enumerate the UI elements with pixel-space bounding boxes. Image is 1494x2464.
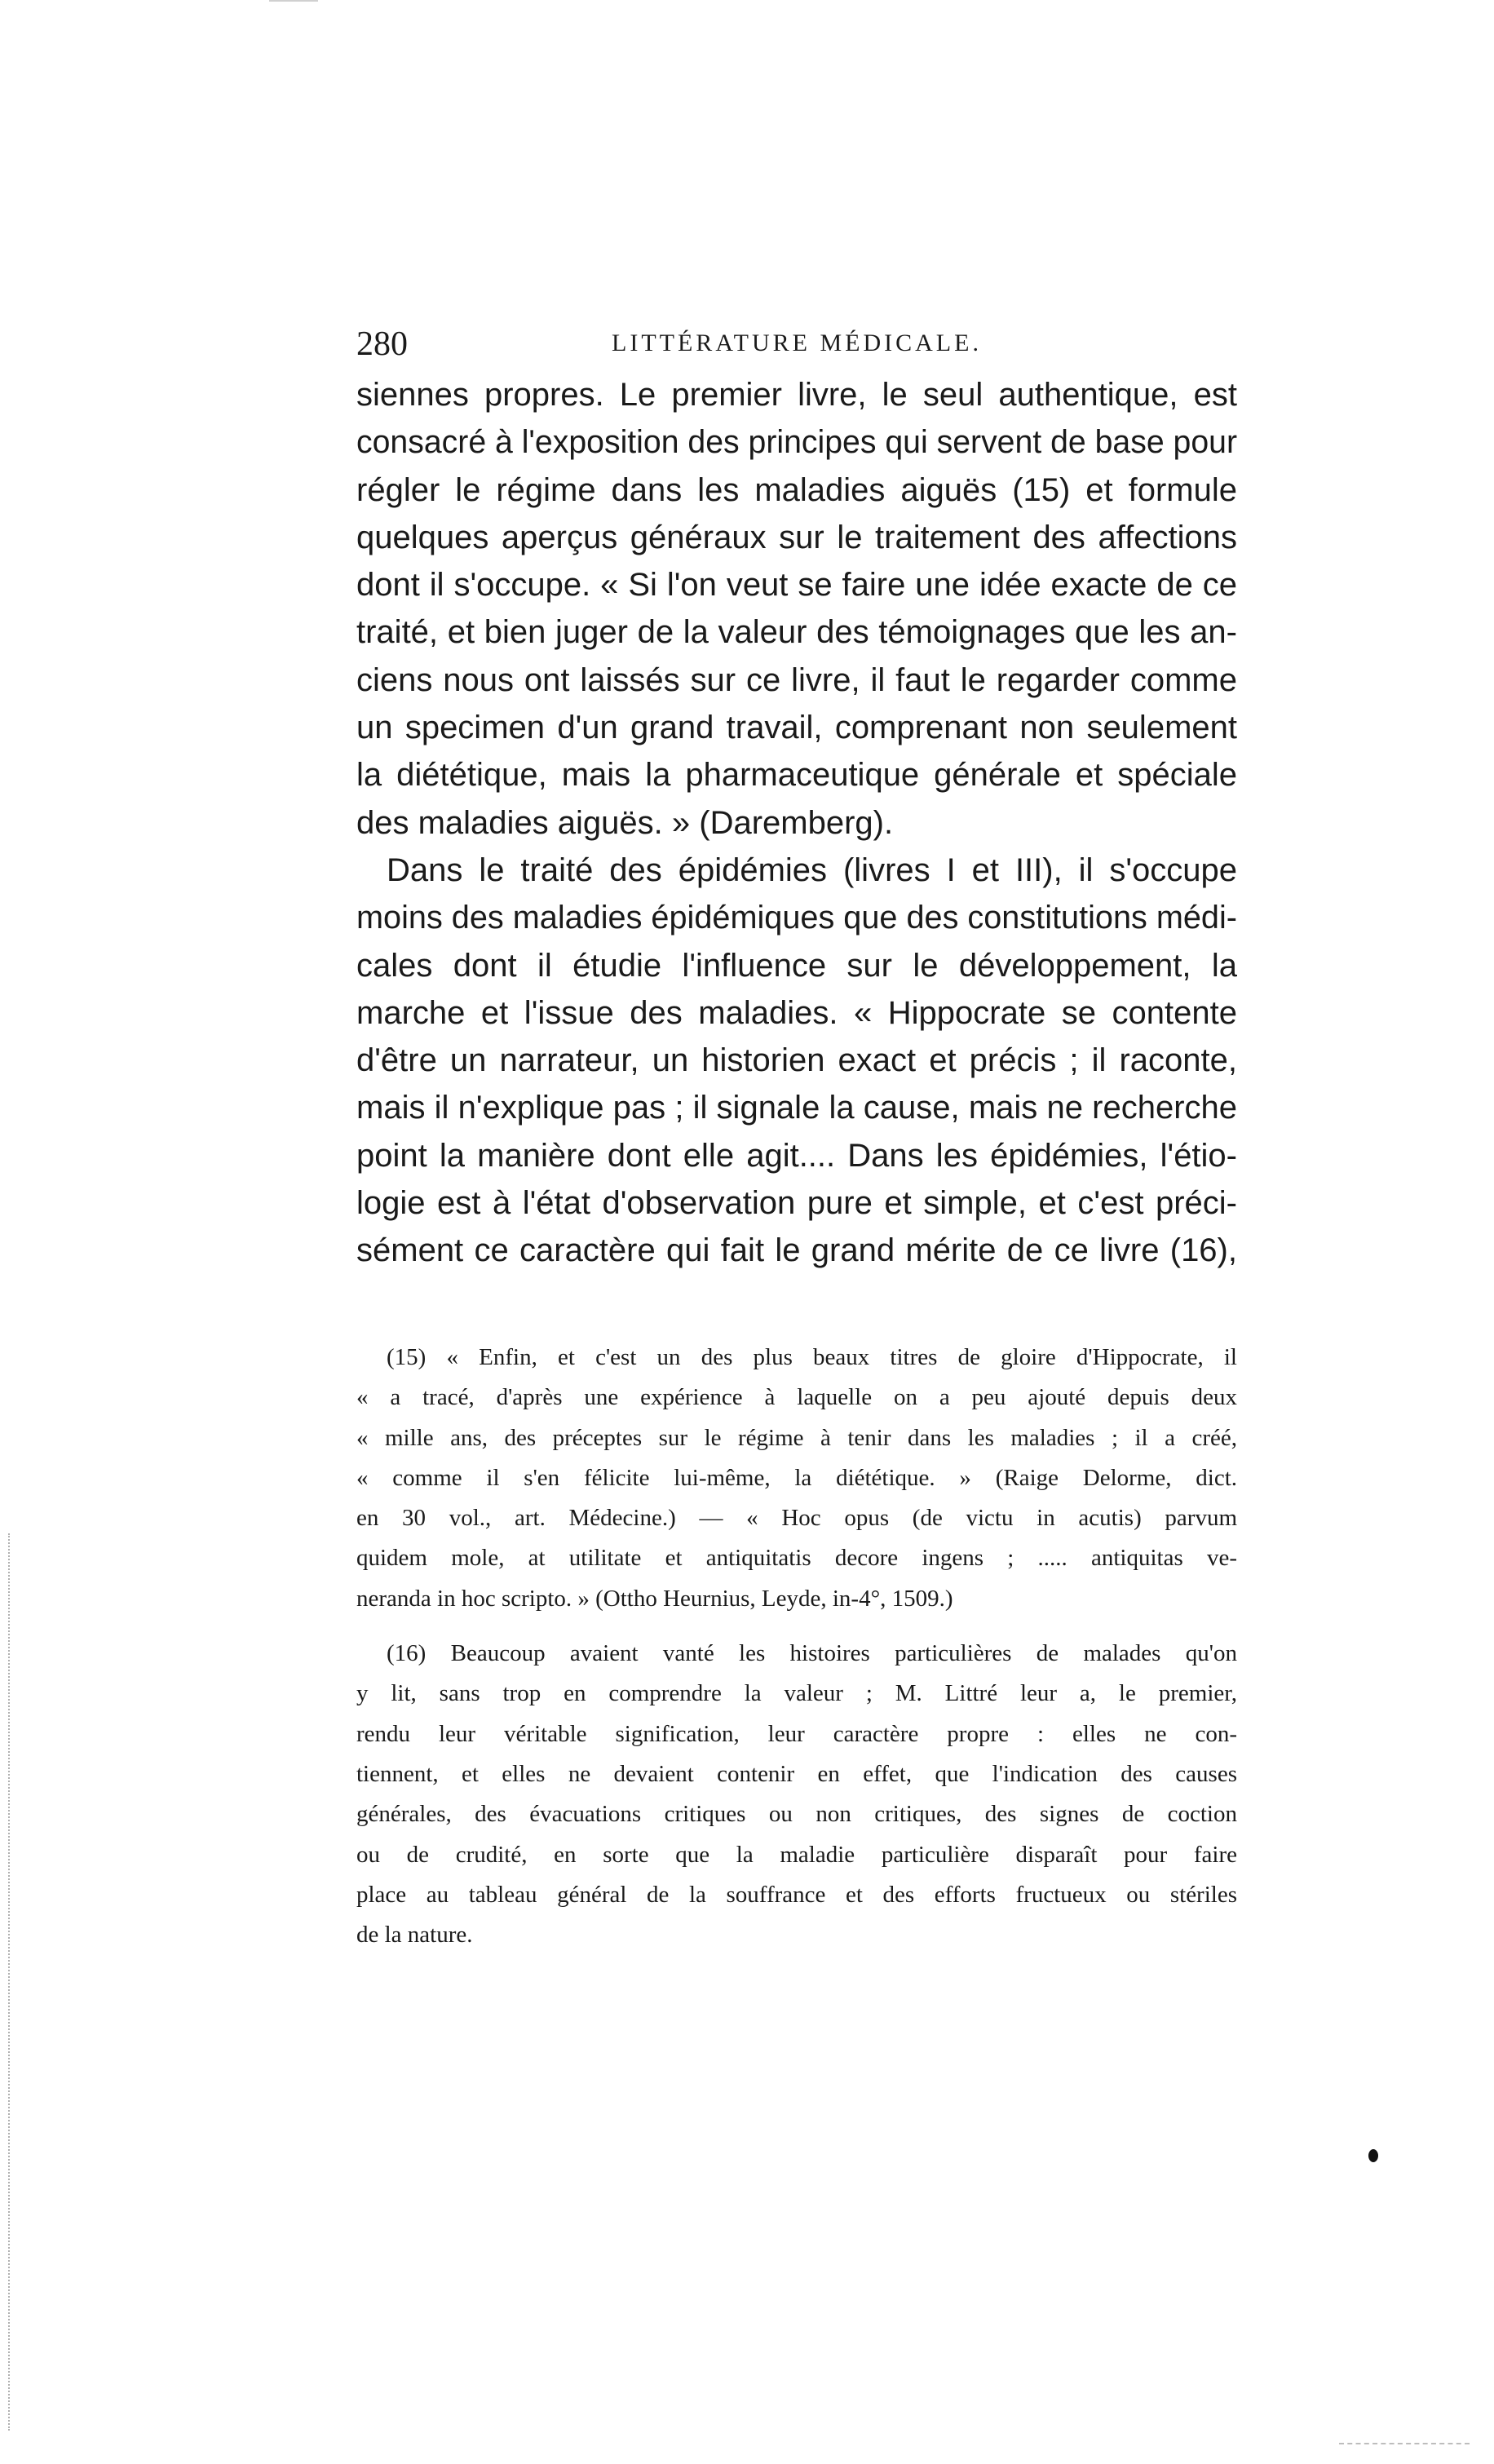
running-head	[356, 325, 1237, 374]
running-title: LITTÉRATURE MÉDICALE.	[612, 330, 982, 356]
text-line: mais il n'explique pas ; il signale la cause, mais ne recherche	[356, 1090, 1237, 1126]
footnote-line: y lit, sans trop en comprendre la valeur ; M. Littré leur a, le premier,	[356, 1680, 1237, 1707]
footnote-line: générales, des évacuations critiques ou non critiques, des signes de coction	[356, 1801, 1237, 1828]
footnote-line: ou de crudité, en sorte que la maladie particulière disparaît pour faire	[356, 1841, 1237, 1868]
text-line: logie est à l'état d'observation pure et simple, et c'est préci-	[356, 1185, 1237, 1222]
footnote-line: neranda in hoc scripto. » (Ottho Heurnius, Leyde, in-4°, 1509.)	[356, 1585, 953, 1612]
footnote-line: « comme il s'en félicite lui-même, la diététique. » (Raige Delorme, dict.	[356, 1464, 1237, 1491]
text-line: ciens nous ont laissés sur ce livre, il faut le regarder comme	[356, 661, 1237, 698]
footnote-line: « a tracé, d'après une expérience à laquelle on a peu ajouté depuis deux	[356, 1384, 1237, 1411]
scan-edge-mark	[269, 0, 318, 2]
text-line: d'être un narrateur, un historien exact et précis ; il raconte,	[356, 1042, 1237, 1079]
text-line: un specimen d'un grand travail, comprenant non seulement	[356, 710, 1237, 746]
page-number: 280	[356, 325, 408, 363]
footnote-line: « mille ans, des préceptes sur le régime à tenir dans les maladies ; il a créé,	[356, 1424, 1237, 1451]
footnotes	[356, 1338, 1237, 1955]
text-line: traité, et bien juger de la valeur des témoignages que les an-	[356, 614, 1237, 651]
footnote-line: quidem mole, at utilitate et antiquitatis decore ingens ; ..... antiquitas ve-	[356, 1545, 1237, 1572]
footnote-line: place au tableau général de la souffrance et des efforts fructueux ou stériles	[356, 1881, 1237, 1908]
text-line: des maladies aiguës. » (Daremberg).	[356, 804, 894, 841]
footnote-line: en 30 vol., art. Médecine.) — « Hoc opus (de victu in acutis) parvum	[356, 1505, 1237, 1532]
scan-edge-mark-bottom	[1339, 2443, 1470, 2448]
footnote-line: rendu leur véritable signification, leur caractère propre : elles ne con-	[356, 1720, 1237, 1747]
footnote-line: (16) Beaucoup avaient vanté les histoires particulières de malades qu'on	[387, 1640, 1237, 1667]
text-line: Dans le traité des épidémies (livres I et III), il s'occupe	[387, 852, 1237, 888]
text-line: la diététique, mais la pharmaceutique générale et spéciale	[356, 757, 1237, 794]
text-line: marche et l'issue des maladies. « Hippocrate se contente	[356, 994, 1237, 1031]
footnote-16	[356, 1634, 1237, 1955]
footnote-line: (15) « Enfin, et c'est un des plus beaux titres de gloire d'Hippocrate, il	[387, 1344, 1237, 1370]
footnote-15	[356, 1338, 1237, 1619]
ink-spot	[1368, 2149, 1378, 2162]
text-line: cales dont il étudie l'influence sur le développement, la	[356, 947, 1237, 984]
footnote-line: de la nature.	[356, 1922, 473, 1949]
text-line: quelques aperçus généraux sur le traitement des affections	[356, 519, 1237, 555]
text-line: siennes propres. Le premier livre, le seul authentique, est	[356, 377, 1237, 413]
text-line: moins des maladies épidémiques que des constitutions médi-	[356, 900, 1238, 936]
text-line: sément ce caractère qui fait le grand mérite de ce livre (16),	[356, 1232, 1237, 1269]
text-line: dont il s'occupe. « Si l'on veut se faire une idée exacte de ce	[356, 567, 1237, 604]
footnote-line: tiennent, et elles ne devaient contenir en effet, que l'indication des causes	[356, 1760, 1237, 1787]
text-line: régler le régime dans les maladies aiguës (15) et formule	[356, 471, 1237, 508]
text-line: point la manière dont elle agit.... Dans les épidémies, l'étio-	[356, 1137, 1237, 1174]
main-text	[356, 371, 1237, 1275]
margin-scan-artifact	[8, 1533, 11, 2431]
text-line: consacré à l'exposition des principes qui servent de base pour	[356, 424, 1238, 461]
